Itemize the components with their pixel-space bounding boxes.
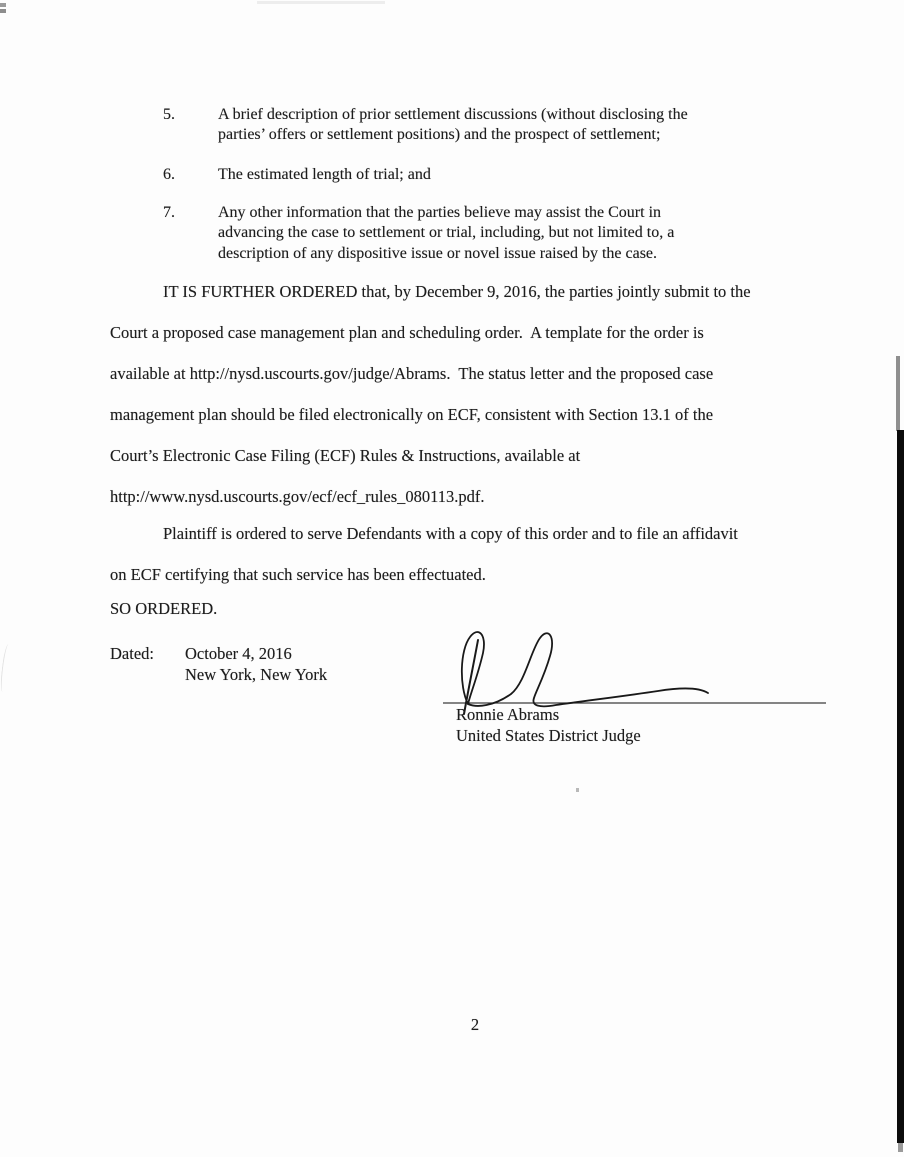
signature-block bbox=[456, 705, 641, 747]
dated-label: Dated: bbox=[110, 644, 154, 663]
para-further-ordered bbox=[110, 271, 810, 517]
item-number: 7. bbox=[163, 204, 175, 221]
dated-block bbox=[185, 643, 327, 686]
list-item-6 bbox=[0, 165, 904, 187]
scan-artifact-speck bbox=[576, 788, 579, 792]
scan-artifact-left-curve bbox=[0, 644, 12, 692]
signature-title: United States District Judge bbox=[456, 725, 641, 745]
dated-place: New York, New York bbox=[185, 665, 328, 685]
list-item-5 bbox=[0, 105, 904, 147]
item-text-line: advancing the case to settlement or trial, including, but not limited to, a bbox=[218, 224, 675, 242]
page-number: 2 bbox=[470, 1015, 480, 1034]
scan-artifact-top-left-2 bbox=[0, 9, 6, 13]
item-text-line: The estimated length of trial; and bbox=[218, 166, 431, 183]
para-line: http://www.nysd.uscourts.gov/ecf/ecf_rules_080113.pdf. bbox=[110, 487, 485, 506]
para-line: on ECF certifying that such service has been effectuated. bbox=[110, 565, 486, 584]
list-item-7 bbox=[0, 203, 904, 265]
scan-artifact-right-tail bbox=[898, 1143, 903, 1152]
scan-artifact-top-line bbox=[257, 1, 385, 4]
scan-artifact-right-gray-bar bbox=[896, 356, 900, 431]
para-line: available at http://nysd.uscourts.gov/judge/Abrams. The status letter and the proposed case bbox=[110, 364, 714, 383]
para-line: management plan should be filed electronically on ECF, consistent with Section 13.1 of the bbox=[110, 405, 714, 424]
para-line: Plaintiff is ordered to serve Defendants with a copy of this order and to file an affidavit bbox=[163, 524, 738, 543]
scan-artifact-top-left-1 bbox=[0, 3, 6, 7]
para-plaintiff bbox=[110, 513, 810, 595]
so-ordered-line: SO ORDERED. bbox=[110, 599, 218, 618]
scan-artifact-right-black-bar bbox=[897, 430, 904, 1143]
item-number: 5. bbox=[163, 106, 175, 123]
item-text-line: Any other information that the parties believe may assist the Court in bbox=[218, 204, 662, 221]
para-line: Court’s Electronic Case Filing (ECF) Rules & Instructions, available at bbox=[110, 446, 581, 465]
para-line: Court a proposed case management plan and scheduling order. A template for the order is bbox=[110, 323, 704, 342]
item-text-line: A brief description of prior settlement discussions (without disclosing the bbox=[218, 106, 688, 123]
signature-name: Ronnie Abrams bbox=[456, 705, 560, 724]
dated-date: October 4, 2016 bbox=[185, 644, 292, 663]
item-text-line: description of any dispositive issue or novel issue raised by the case. bbox=[218, 244, 658, 262]
item-number: 6. bbox=[163, 166, 175, 183]
para-line: IT IS FURTHER ORDERED that, by December 9, 2016, the parties jointly submit to the bbox=[163, 282, 751, 301]
item-text-line: parties’ offers or settlement positions) and the prospect of settlement; bbox=[218, 126, 661, 144]
